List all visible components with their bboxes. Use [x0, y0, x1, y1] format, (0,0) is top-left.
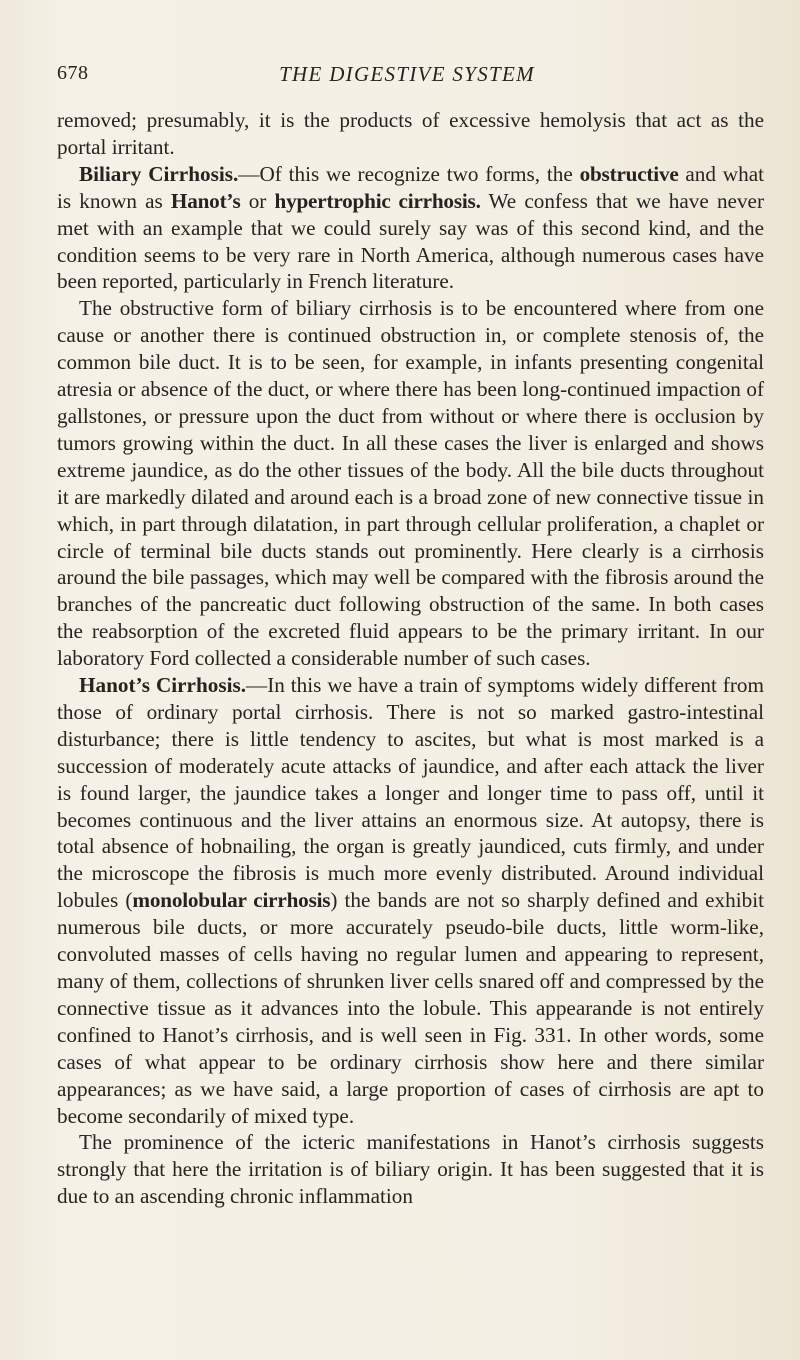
bold-term: monolobular cirrhosis [132, 888, 331, 913]
running-title: THE DIGESTIVE SYSTEM [279, 62, 535, 86]
paragraph [57, 107, 764, 161]
running-head [57, 62, 757, 90]
text-run: —In this we have a train of symptoms widely different from those of ordinary portal cirrhosis. There is not so marked gastro-intestinal disturbance; there is little tendency to ascites, but what is most marked is a succession of moderately acute attacks of jaundice, and after each attack the liver is found larger, the jaundice takes a longer and longer time to pass off, until it becomes continuous and the liver attains an enormous size. At autopsy, there is total absence of hobnailing, the organ is greatly jaundiced, cuts firmly, and under the microscope the fibrosis is much more evenly distributed. Around individual lobules ( [57, 673, 764, 913]
text-run: —Of this we recognize two forms, the [238, 161, 580, 186]
text-run: We confess that we have never met with an example that we could surely say was of this second kind, and the condition seems to be very rare in North America, although numerous cases have been reported, particularly in French literature. [57, 188, 764, 294]
text-run: or [240, 188, 275, 213]
text-run: and what is known as [57, 161, 764, 213]
body-text [57, 107, 764, 1210]
paragraph [57, 672, 764, 1129]
bold-term: Hanot’s [170, 188, 241, 213]
text-run: ) the bands are not so sharply defined and exhibit numerous bile ducts, or more accurately pseudo-bile ducts, little worm-like, convoluted masses of cells having no regular lumen and appearing to represent, many of them, collections of shrunken liver cells snared off and compressed by the connective tissue as it advances into the lobule. This appearande is not entirely confined to Hanot’s cirrhosis, and is well seen in Fig. 331. In other words, some cases of what appear to be ordinary cirrhosis show here and there similar appearances; as we have said, a large proportion of cases of cirrhosis are apt to become secondarily of mixed type. [57, 888, 764, 1128]
text-run: removed; presumably, it is the products of excessive hemolysis that act as the portal irritant. [57, 108, 764, 159]
paragraph [57, 1129, 764, 1210]
bold-term: obstructive [579, 161, 679, 186]
text-run: The prominence of the icteric manifestations in Hanot’s cirrhosis suggests strongly that here the irritation is of biliary origin. It has been suggested that it is due to an ascending chronic inflammation [57, 1130, 764, 1209]
section-heading: Biliary Cirrhosis. [79, 161, 239, 186]
paragraph [57, 161, 764, 296]
page-number: 678 [57, 62, 89, 84]
paragraph [57, 295, 764, 672]
bold-term: hypertrophic cirrhosis. [274, 188, 481, 213]
text-run: The obstructive form of biliary cirrhosis is to be encountered where from one cause or another there is continued obstruction in, or complete stenosis of, the common bile duct. It is to be seen, for example, in infants presenting congenital atresia or absence of the duct, or where there has been long-continued impaction of gallstones, or pressure upon the duct from without or where there is occlusion by tumors growing within the duct. In all these cases the liver is enlarged and shows extreme jaundice, as do the other tissues of the body. All the bile ducts throughout it are markedly dilated and around each is a broad zone of new connective tissue in which, in part through dilatation, in part through cellular proliferation, a chaplet or circle of terminal bile ducts stands out prominently. Here clearly is a cirrhosis around the bile passages, which may well be compared with the fibrosis around the branches of the pancreatic duct following obstruction of the same. In both cases the reabsorption of the excreted fluid appears to be the primary irritant. In our laboratory Ford collected a considerable number of such cases. [57, 296, 764, 671]
section-heading: Hanot’s Cirrhosis. [79, 673, 247, 698]
